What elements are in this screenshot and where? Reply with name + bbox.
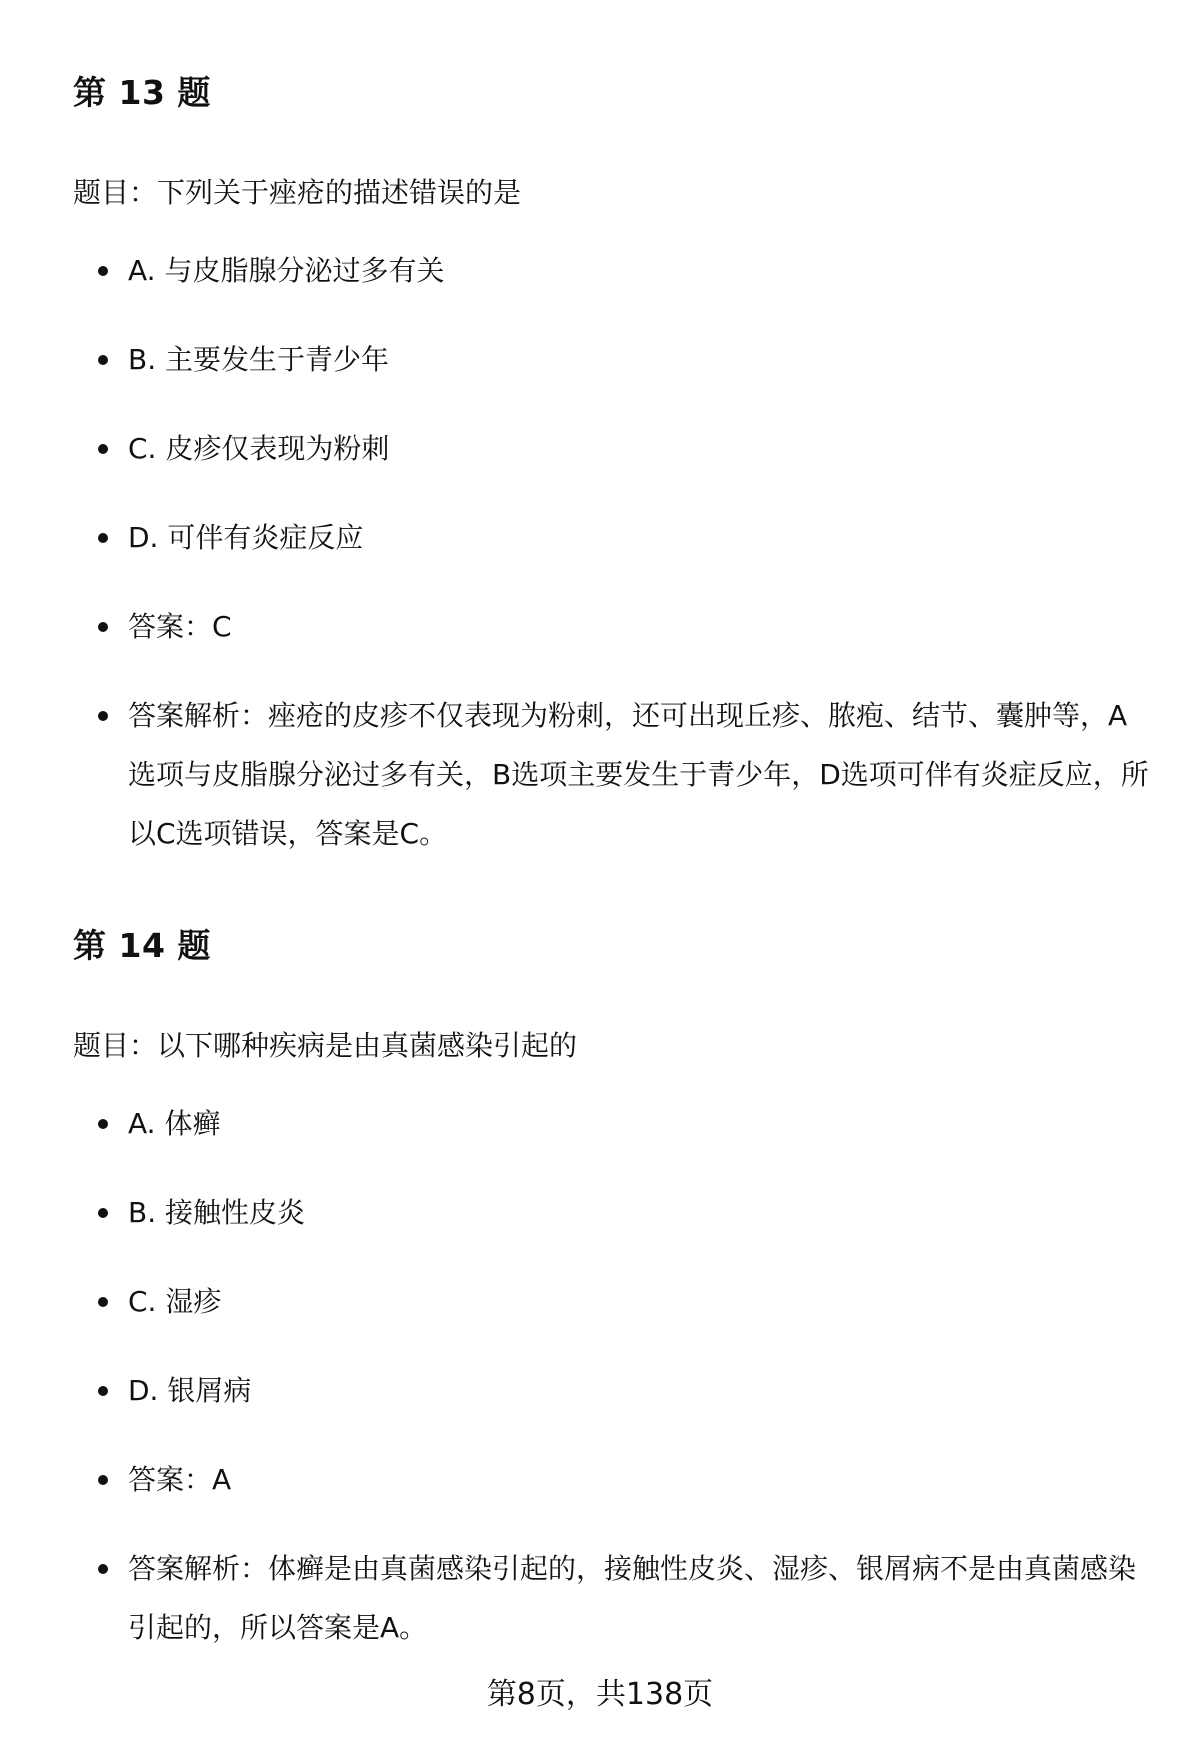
bullet-icon [98,1119,108,1129]
question-13 [73,73,1153,850]
option-list [73,241,1153,863]
option-list [73,1094,1153,1657]
answer-text: 答案：C [128,610,232,643]
option-text: C. 皮疹仅表现为粉刺 [128,432,390,465]
option-c [73,419,1153,478]
explanation [73,686,1153,863]
option-text: B. 主要发生于青少年 [128,343,390,376]
explanation-text: 答案解析：痤疮的皮疹不仅表现为粉刺，还可出现丘疹、脓疱、结节、囊肿等，A选项与皮脂腺分泌过多有关，B选项主要发生于青少年，D选项可伴有炎症反应，所以C选项错误，答案是C。 [128,699,1149,850]
option-text: A. 与皮脂腺分泌过多有关 [128,254,445,287]
bullet-icon [98,1297,108,1307]
bullet-icon [98,1208,108,1218]
option-d [73,1361,1153,1420]
question-14 [73,926,1153,1644]
option-text: D. 可伴有炎症反应 [128,521,364,554]
bullet-icon [98,711,108,721]
option-a [73,1094,1153,1153]
bullet-icon [98,1386,108,1396]
option-a [73,241,1153,300]
question-stem: 题目：下列关于痤疮的描述错误的是 [73,176,522,209]
option-b [73,1183,1153,1242]
option-c [73,1272,1153,1331]
option-b [73,330,1153,389]
answer [73,1450,1153,1509]
option-text: A. 体癣 [128,1107,221,1140]
page-number: 第8页，共138页 [486,1677,714,1712]
option-d [73,508,1153,567]
explanation-text: 答案解析：体癣是由真菌感染引起的，接触性皮炎、湿疹、银屑病不是由真菌感染引起的，所以答案是A。 [128,1552,1137,1644]
answer-text: 答案：A [128,1463,232,1496]
question-stem: 题目：以下哪种疾病是由真菌感染引起的 [73,1029,578,1062]
bullet-icon [98,355,108,365]
option-text: C. 湿疹 [128,1285,222,1318]
bullet-icon [98,1564,108,1574]
bullet-icon [98,1475,108,1485]
question-heading: 第 14 题 [73,926,211,965]
bullet-icon [98,266,108,276]
option-text: B. 接触性皮炎 [128,1196,306,1229]
option-text: D. 银屑病 [128,1374,252,1407]
bullet-icon [98,622,108,632]
bullet-icon [98,533,108,543]
question-heading: 第 13 题 [73,73,211,112]
explanation [73,1539,1153,1657]
bullet-icon [98,444,108,454]
answer [73,597,1153,656]
